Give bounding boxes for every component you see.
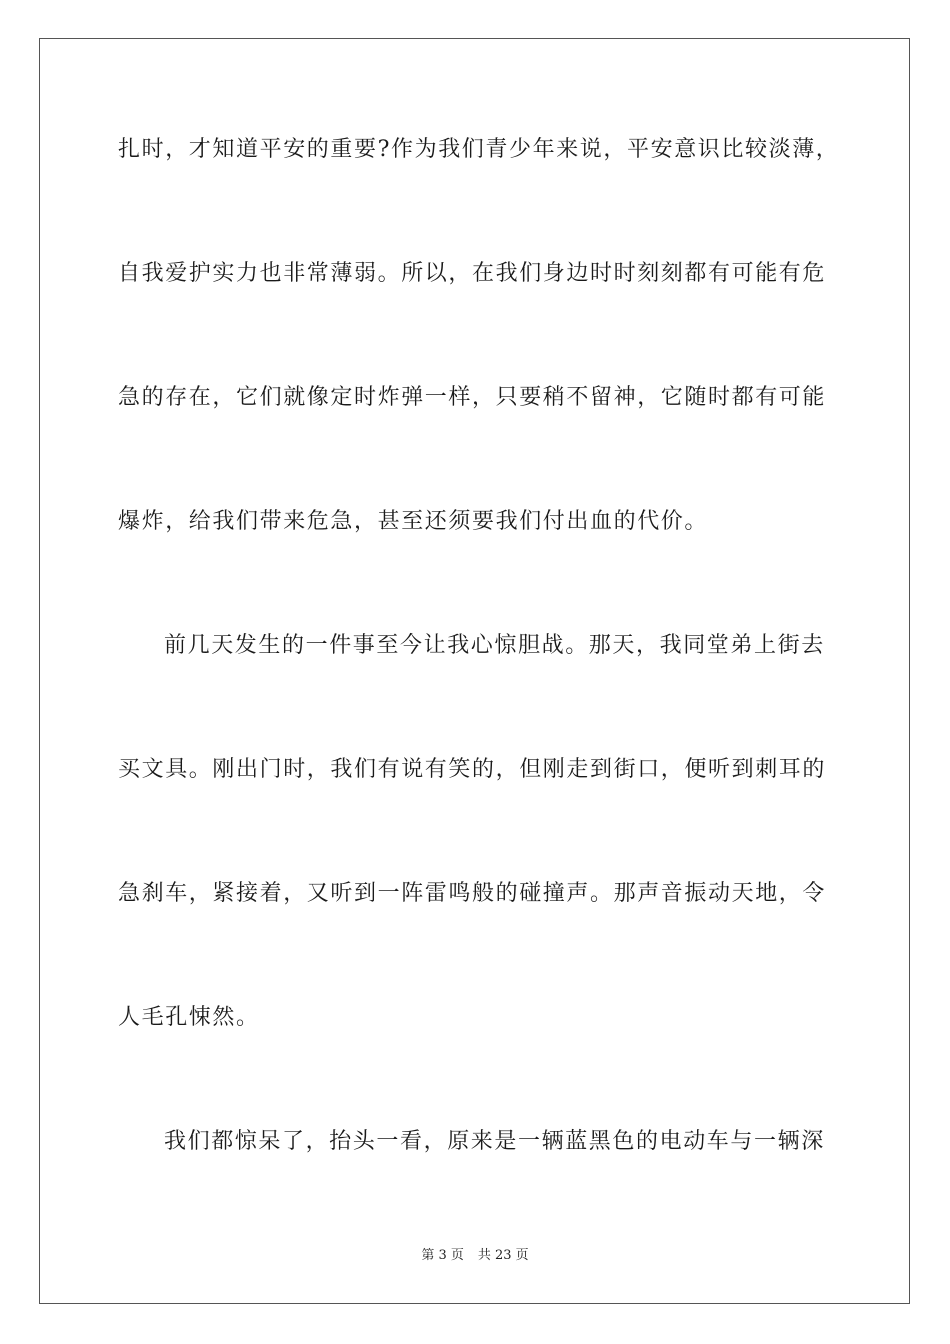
page-footer [0,1244,950,1263]
text-line-7: 急刹车，紧接着，又听到一阵雷鸣般的碰撞声。那声音振动天地，令 [118,881,827,906]
text-line-4: 爆炸，给我们带来危急，甚至还须要我们付出血的代价。 [118,509,709,534]
page-frame [39,38,910,1304]
text-line-6: 买文具。刚出门时，我们有说有笑的，但刚走到街口，便听到刺耳的 [118,757,827,782]
text-line-8: 人毛孔悚然。 [118,1005,260,1030]
text-line-5-paragraph-start: 前几天发生的一件事至今让我心惊胆战。那天，我同堂弟上街去 [164,633,825,658]
page-number: 第 3 页 [421,1248,464,1263]
text-line-1: 扎时，才知道平安的重要?作为我们青少年来说，平安意识比较淡薄， [118,137,840,162]
page-total: 共 23 页 [477,1248,529,1263]
text-line-3: 急的存在，它们就像定时炸弹一样，只要稍不留神，它随时都有可能 [118,385,827,410]
text-line-2: 自我爱护实力也非常薄弱。所以，在我们身边时时刻刻都有可能有危 [118,261,827,286]
text-line-9-paragraph-start: 我们都惊呆了，抬头一看，原来是一辆蓝黑色的电动车与一辆深 [164,1129,825,1154]
